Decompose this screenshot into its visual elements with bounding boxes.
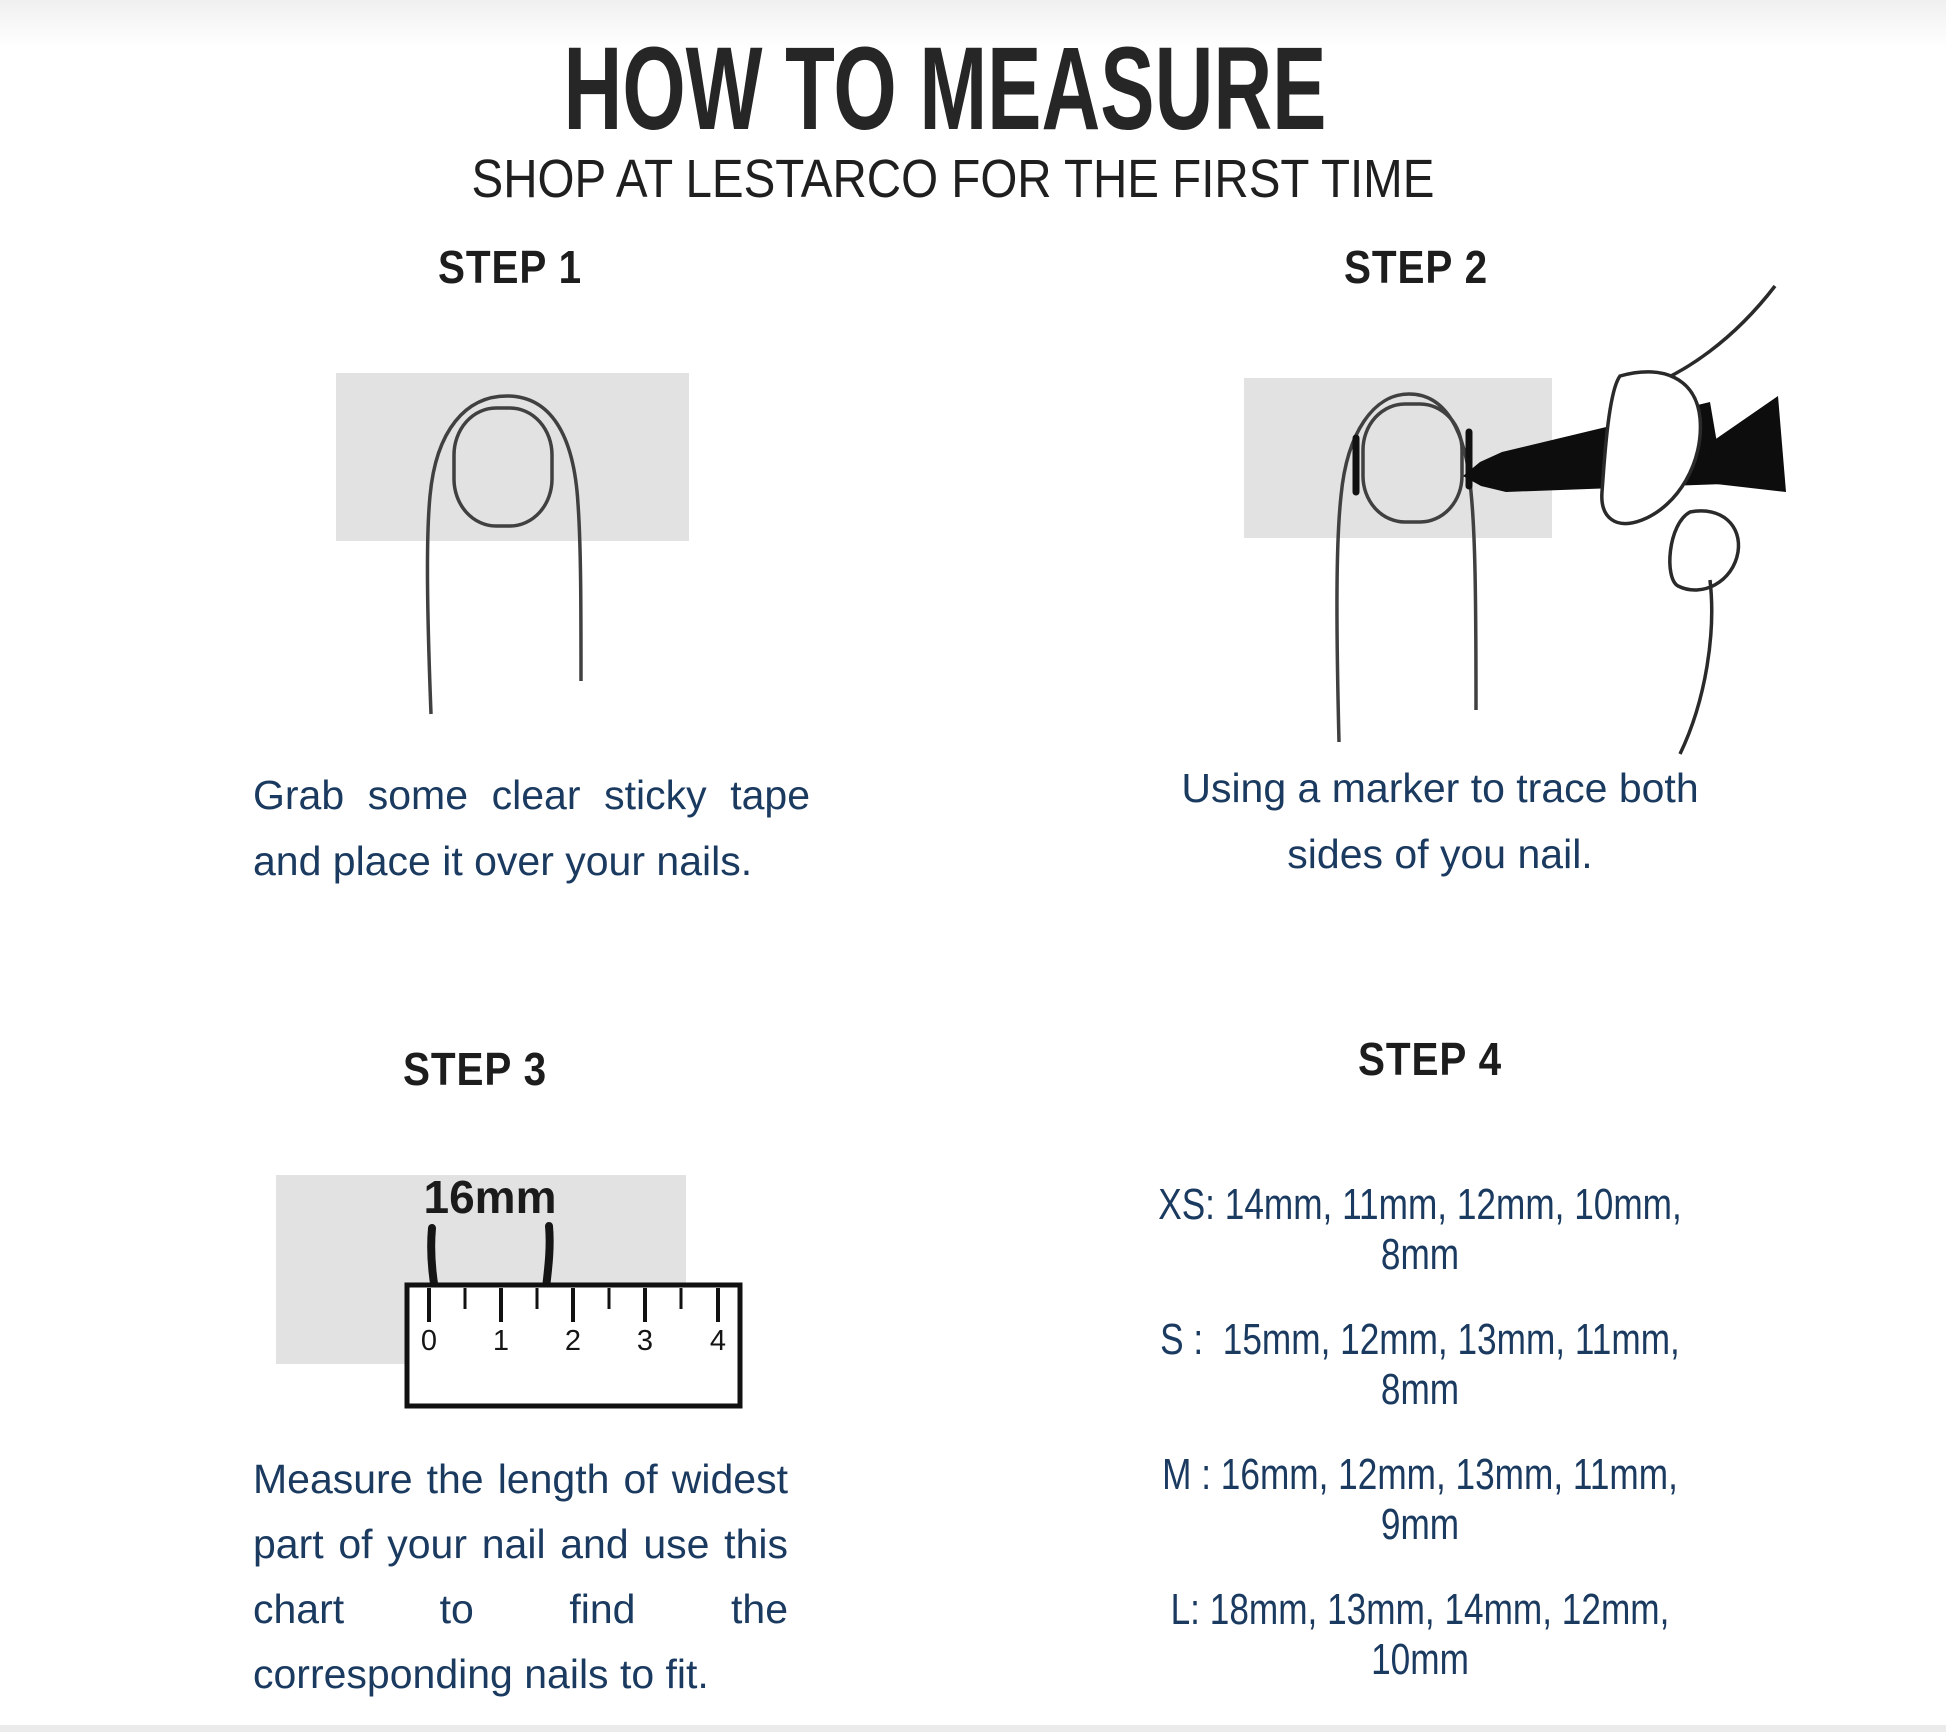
ruler-number: 1 bbox=[492, 1325, 510, 1357]
step4-heading: STEP 4 bbox=[1357, 1033, 1503, 1085]
size-chart-row-xs: XS: 14mm, 11mm, 12mm, 10mm, 8mm bbox=[1158, 1180, 1692, 1279]
caption-line: corresponding nails to fit. bbox=[253, 1651, 709, 1697]
caption-line: Using a marker to trace both bbox=[1181, 765, 1699, 811]
ruler-number: 3 bbox=[636, 1325, 654, 1357]
step1-illustration-finger-with-tape bbox=[230, 280, 930, 760]
marker-butt-cone bbox=[1710, 396, 1786, 492]
step3-illustration-ruler-measurement bbox=[230, 1150, 850, 1420]
size-chart-row-m: M : 16mm, 12mm, 13mm, 11mm, 9mm bbox=[1162, 1450, 1688, 1549]
gripping-finger-outline bbox=[1670, 511, 1739, 590]
step2-illustration-marker-tracing-nail bbox=[1150, 280, 1850, 760]
trace-mark-right bbox=[546, 1226, 550, 1288]
bottom-edge-strip bbox=[0, 1725, 1946, 1732]
size-chart bbox=[1060, 1180, 1780, 1684]
gripping-finger-outline bbox=[1602, 372, 1701, 524]
step3-heading: STEP 3 bbox=[402, 1043, 548, 1095]
page-title: HOW TO MEASURE bbox=[563, 23, 1327, 155]
size-chart-row-l: L: 18mm, 13mm, 14mm, 12mm, 10mm bbox=[1170, 1585, 1680, 1684]
step3-caption bbox=[253, 1447, 788, 1707]
step2-heading: STEP 2 bbox=[1343, 241, 1489, 293]
size-chart-row-s: S : 15mm, 12mm, 13mm, 11mm, 8mm bbox=[1160, 1315, 1690, 1414]
caption-line: and place it over your nails. bbox=[253, 838, 753, 884]
caption-line: Grab some clear sticky tape bbox=[253, 772, 810, 818]
hand-edge-outline bbox=[1680, 580, 1712, 754]
step1-caption bbox=[253, 762, 810, 894]
page-subtitle: SHOP AT LESTARCO FOR THE FIRST TIME bbox=[471, 149, 1435, 209]
step1-heading: STEP 1 bbox=[437, 241, 583, 293]
step2-caption bbox=[1170, 755, 1710, 887]
ruler-number: 2 bbox=[564, 1325, 582, 1357]
caption-line: sides of you nail. bbox=[1287, 831, 1593, 877]
measurement-label: 16mm bbox=[423, 1171, 557, 1223]
caption-line: chart to find the bbox=[253, 1586, 788, 1632]
trace-mark-left bbox=[431, 1228, 435, 1290]
ruler-number: 4 bbox=[709, 1325, 727, 1357]
ruler-number: 0 bbox=[420, 1325, 438, 1357]
tape-rect bbox=[336, 373, 689, 541]
caption-line: Measure the length of widest bbox=[253, 1456, 788, 1502]
caption-line: part of your nail and use this bbox=[253, 1521, 788, 1567]
